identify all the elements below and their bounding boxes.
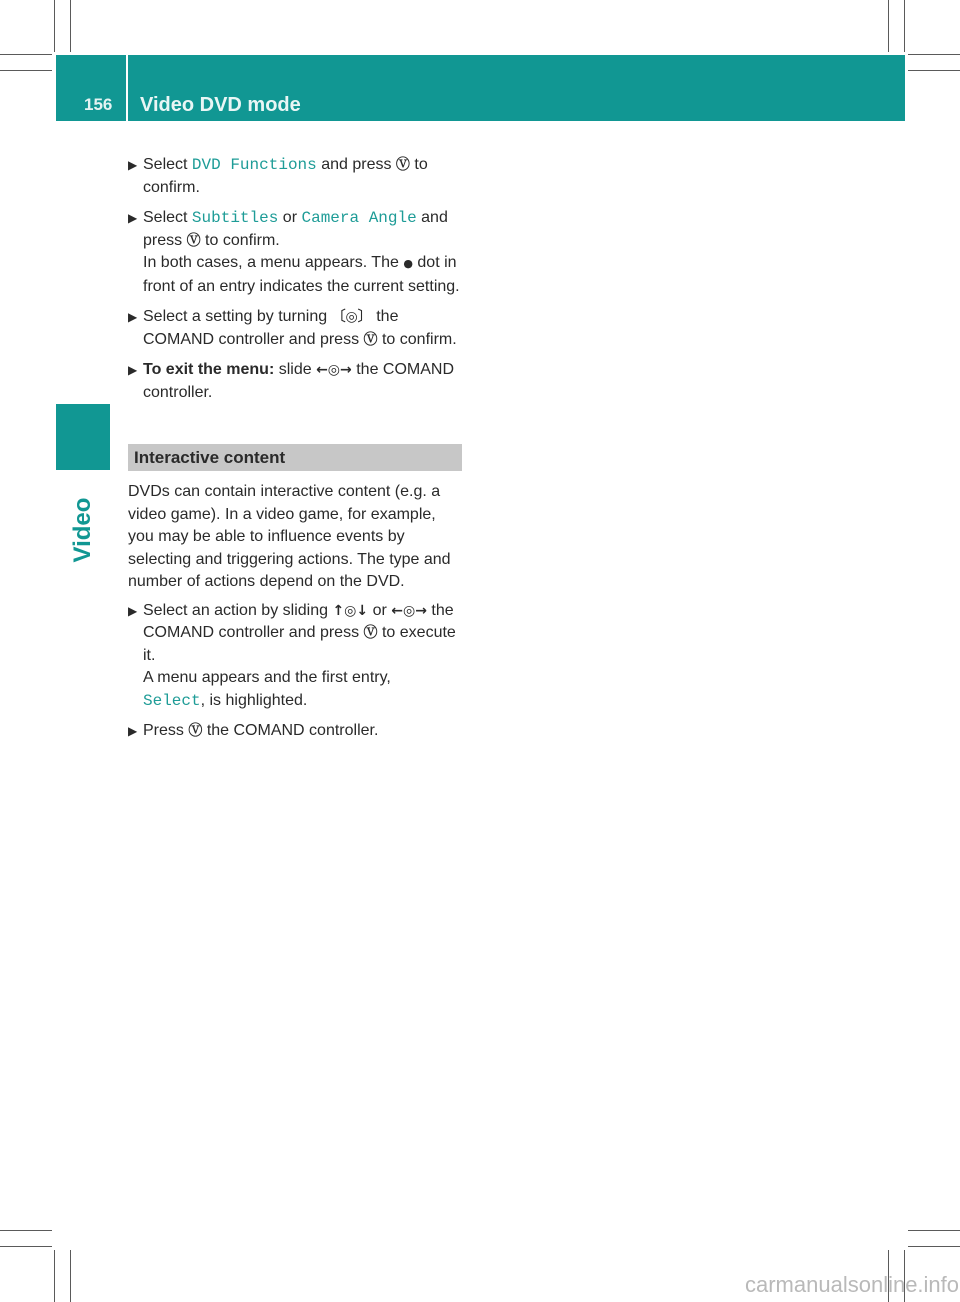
crop-mark xyxy=(908,54,960,55)
crop-mark xyxy=(888,0,889,52)
instruction-step: ▶ Select an action by sliding ↑◎↓ or ←◎→ the COMAND controller and press Ⓥ to execute it. A menu appears and the first entry, Select, is highlighted. xyxy=(128,601,456,710)
crop-mark xyxy=(0,1230,52,1231)
press-controller-icon: Ⓥ xyxy=(186,232,201,249)
slide-left-right-icon: ←◎→ xyxy=(316,362,352,378)
section-title: Video DVD mode xyxy=(140,94,301,116)
crop-mark xyxy=(0,1246,52,1247)
chapter-tab-label: Video xyxy=(69,497,96,563)
subheading-interactive-content: Interactive content xyxy=(128,444,462,471)
chapter-tab-marker xyxy=(56,404,110,470)
press-controller-icon: Ⓥ xyxy=(363,331,378,348)
turn-controller-icon: 〔◎〕 xyxy=(331,309,372,325)
instruction-step: ▶ Press Ⓥ the COMAND controller. xyxy=(128,720,462,743)
menu-item-subtitles: Subtitles xyxy=(191,209,279,227)
slide-up-down-icon: ↑◎↓ xyxy=(332,602,369,619)
instruction-step: ▶ Select Subtitles or Camera Angle and press Ⓥ to confirm. In both cases, a menu appears. The ● dot in front of an entry indicates the current setting. xyxy=(128,209,460,295)
step-bold-label: To exit the menu: xyxy=(143,361,275,378)
page-header xyxy=(56,55,905,121)
body-paragraph: DVDs can contain interactive content (e.g. a video game). In a video game, for example, you may be able to influence events by selecting and triggering actions. The type and number of actions depend on the DVD. xyxy=(128,483,451,590)
press-controller-icon: Ⓥ xyxy=(188,723,203,739)
step-arrow-icon: ▶ xyxy=(128,363,138,377)
crop-mark xyxy=(908,1230,960,1231)
crop-mark xyxy=(54,0,55,52)
crop-mark xyxy=(70,0,71,52)
main-content xyxy=(128,154,462,751)
instruction-step: ▶ To exit the menu: slide ←◎→ the COMAND controller. xyxy=(128,361,455,401)
page-number: 156 xyxy=(84,95,113,114)
watermark: carmanualsonline.info xyxy=(745,1272,960,1297)
step-arrow-icon: ▶ xyxy=(128,310,138,324)
instruction-step: ▶ Select a setting by turning 〔◎〕 the COMAND controller and press Ⓥ to confirm. xyxy=(128,308,457,348)
crop-mark xyxy=(54,1250,55,1302)
crop-mark xyxy=(904,0,905,52)
step-arrow-icon: ▶ xyxy=(128,158,138,172)
dot-icon: ● xyxy=(403,257,413,270)
slide-left-right-icon: ←◎→ xyxy=(391,602,427,619)
menu-item-dvd-functions: DVD Functions xyxy=(191,156,317,174)
menu-item-select: Select xyxy=(143,691,201,710)
step-arrow-icon: ▶ xyxy=(128,724,138,738)
instruction-step: ▶ Select DVD Functions and press Ⓥ to confirm. xyxy=(128,156,428,196)
crop-mark xyxy=(0,54,52,55)
crop-mark xyxy=(0,70,52,71)
menu-item-camera-angle: Camera Angle xyxy=(301,209,417,227)
press-controller-icon: Ⓥ xyxy=(363,625,378,641)
crop-mark xyxy=(70,1250,71,1302)
press-controller-icon: Ⓥ xyxy=(395,157,410,173)
crop-mark xyxy=(908,70,960,71)
step-arrow-icon: ▶ xyxy=(128,603,138,618)
step-arrow-icon: ▶ xyxy=(128,211,138,225)
crop-mark xyxy=(908,1246,960,1247)
